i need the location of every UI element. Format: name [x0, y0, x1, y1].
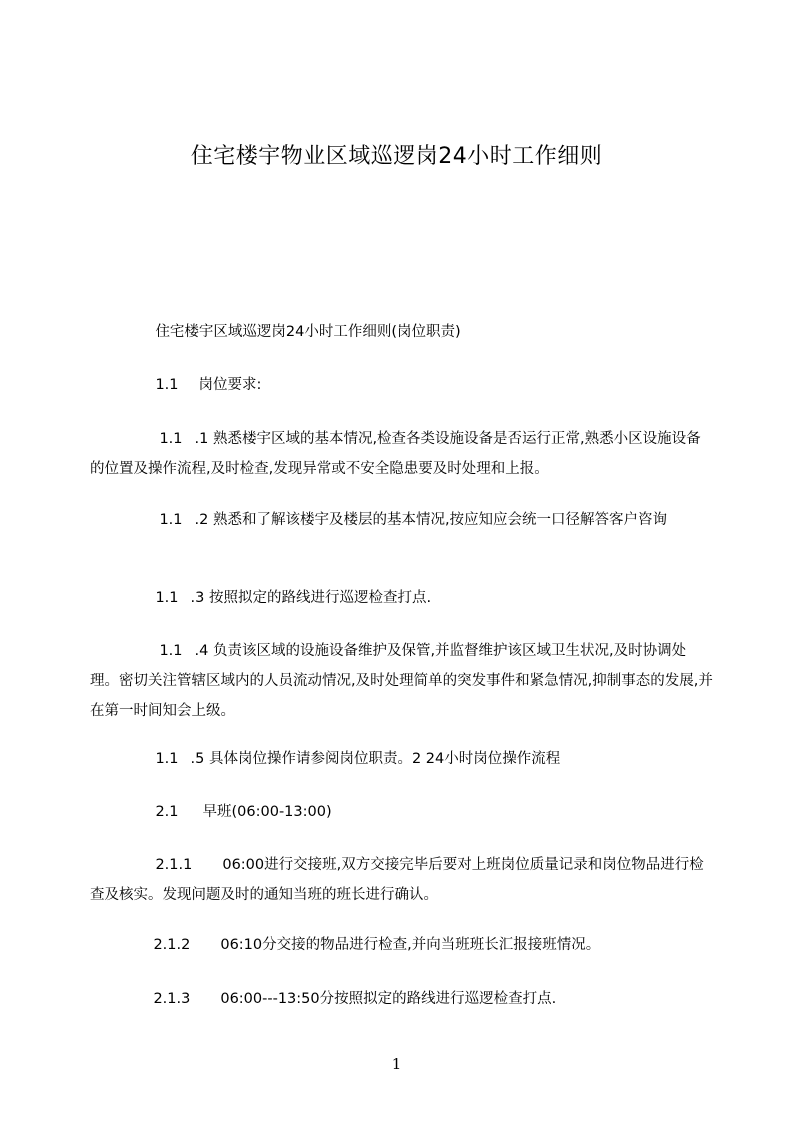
paragraph-text: 岗位要求:	[198, 377, 262, 393]
paragraph-number: 2.1.3	[153, 991, 191, 1007]
paragraph-number: 2.1.1	[155, 857, 193, 873]
paragraph-text: .1 熟悉楼宇区域的基本情况,检查各类设施设备是否运行正常,熟悉小区设施设备的位置及操作流程,及时检查,发现异常或不安全隐患要及时处理和上报。	[90, 431, 701, 477]
subtitle-text: 住宅楼宇区域巡逻岗24小时工作细则(岗位职责)	[155, 324, 461, 340]
paragraph-number: 2.1.2	[153, 937, 191, 953]
document-title: 住宅楼宇物业区域巡逻岗24小时工作细则	[190, 144, 603, 169]
paragraph-text: 06:00进行交接班,双方交接完毕后要对上班岗位质量记录和岗位物品进行检查及核实。发现问题及时的通知当班的班长进行确认。	[90, 857, 704, 903]
paragraph-number: 1.1	[159, 512, 183, 528]
paragraph-text: 06:00---13:50分按照拟定的路线进行巡逻检查打点.	[220, 991, 557, 1007]
paragraph-number: 1.1	[155, 590, 179, 606]
paragraph-text: 06:10分交接的物品进行检查,并向当班班长汇报接班情况。	[220, 937, 601, 953]
paragraph-3	[90, 475, 715, 565]
paragraph-number: 1.1	[159, 431, 183, 447]
paragraph-text: .4 负责该区域的设施设备维护及保管,并监督维护该区域卫生状况,及时协调处理。密切关注管辖区域内的人员流动情况,及时处理简单的突发事件和紧急情况,抑制事态的发展,并在第一时间知会上级。	[90, 643, 713, 719]
paragraph-text: 早班(06:00-13:00)	[202, 804, 332, 820]
paragraph-text: .3 按照拟定的路线进行巡逻检查打点.	[190, 590, 432, 606]
paragraph-number: 1.1	[155, 751, 179, 767]
paragraph-number: 1.1	[159, 643, 183, 659]
paragraph-10	[90, 954, 715, 1044]
page-number: 1	[391, 1055, 402, 1073]
paragraph-number: 1.1	[155, 377, 179, 393]
paragraph-number: 2.1	[155, 804, 179, 820]
paragraph-text: .5 具体岗位操作请参阅岗位职责。2 24小时岗位操作流程	[190, 751, 561, 767]
paragraph-text: .2 熟悉和了解该楼宇及楼层的基本情况,按应知应会统一口径解答客户咨询	[194, 512, 668, 528]
